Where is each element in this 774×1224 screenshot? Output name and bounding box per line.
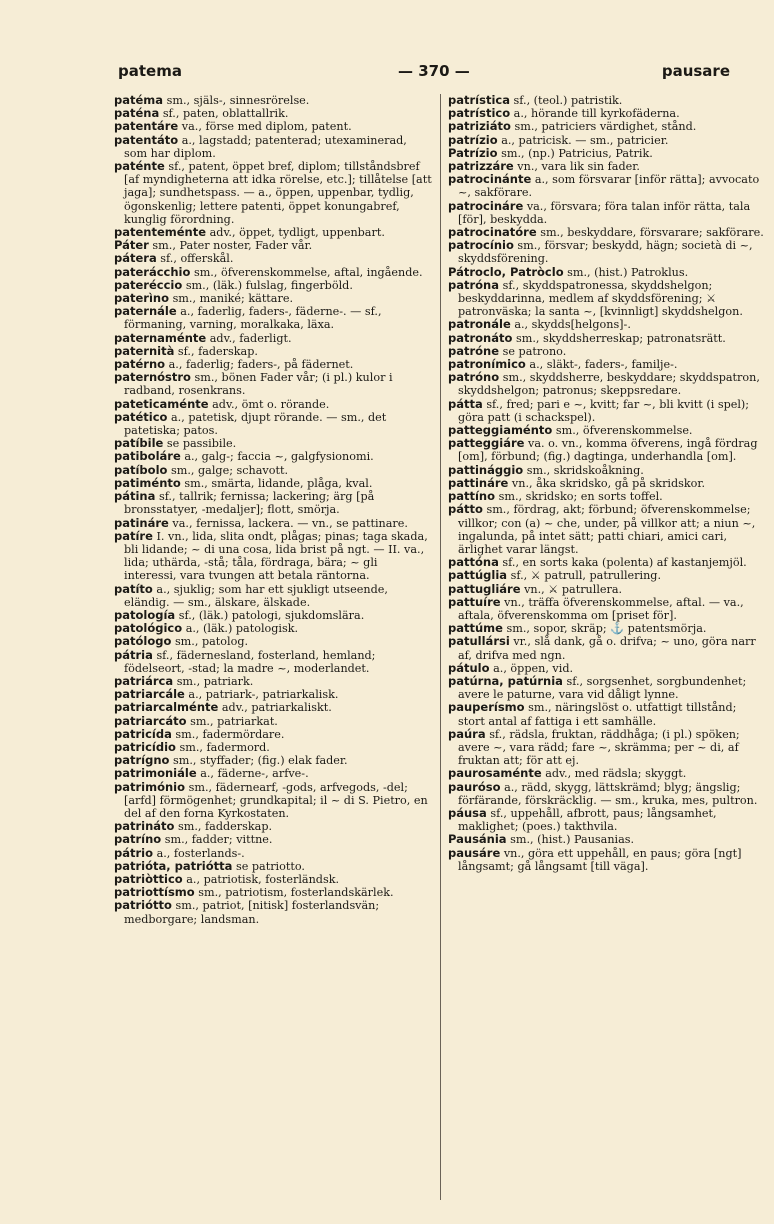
entry-definition: sm., skridsko; en sorts toffel. bbox=[498, 490, 663, 504]
entry-definition: a., patriark-, patriarkalisk. bbox=[188, 688, 339, 702]
dictionary-entry bbox=[114, 530, 432, 583]
entry-headword: patrocinánte bbox=[448, 172, 532, 187]
entry-headword: paterácchio bbox=[114, 264, 191, 279]
entry-headword: Páter bbox=[114, 238, 149, 253]
dictionary-entry bbox=[114, 134, 432, 160]
dictionary-entry bbox=[448, 728, 766, 768]
entry-headword: pátrio bbox=[114, 845, 154, 860]
entry-headword: patríno bbox=[114, 832, 162, 847]
entry-headword: patentáto bbox=[114, 132, 179, 147]
entry-definition: a., galg-; faccia ~, galgfysionomi. bbox=[184, 450, 374, 464]
entry-headword: patrióta, patriótta bbox=[114, 858, 233, 873]
entry-headword: patérno bbox=[114, 357, 166, 372]
entry-headword: patriottísmo bbox=[114, 885, 195, 900]
dictionary-entry bbox=[448, 477, 766, 490]
entry-headword: patíbolo bbox=[114, 462, 168, 477]
entry-definition: adv., öppet, tydligt, uppenbart. bbox=[209, 226, 385, 240]
entry-headword: patronímico bbox=[448, 357, 526, 372]
entry-headword: patológico bbox=[114, 621, 183, 636]
entry-definition: se patriotto. bbox=[235, 859, 305, 873]
left-column bbox=[114, 94, 432, 926]
entry-headword: patrízio bbox=[448, 132, 498, 147]
entry-headword: pátulo bbox=[448, 660, 490, 675]
entry-definition: sm., patriotism, fosterlandskärlek. bbox=[198, 886, 394, 900]
entry-definition: sm., fördrag, akt; förbund; öfverenskommelse; villkor; con (a) ~ che, under, på villkor att; a niun ~, ingalunda, på intet sätt; patti chiari, amici cari, ärlighet varar längst. bbox=[458, 503, 756, 556]
entry-definition: sm., öfverenskommelse, aftal, ingående. bbox=[193, 265, 423, 279]
entry-definition: sf., faderskap. bbox=[177, 344, 258, 358]
entry-definition: sf., rädsla, fruktan, räddhåga; (i pl.) spöken; avere ~, vara rädd; fare ~, skrämma; per ~ di, af fruktan att; för att ej. bbox=[458, 727, 740, 768]
entry-headword: pattugliáre bbox=[448, 581, 521, 596]
entry-definition: adv., med rädsla; skyggt. bbox=[545, 767, 687, 781]
page-number: — 370 — bbox=[398, 62, 470, 80]
dictionary-entry bbox=[114, 781, 432, 821]
entry-definition: a., patetisk, djupt rörande. — sm., det patetiska; patos. bbox=[124, 410, 387, 438]
entry-headword: patullársi bbox=[448, 634, 510, 649]
entry-definition: a., fäderne-, arfve-. bbox=[200, 767, 309, 781]
entry-definition: sm., (hist.) Pausanias. bbox=[510, 833, 635, 847]
entry-definition: se passibile. bbox=[166, 437, 237, 451]
entry-definition: a., öppen, vid. bbox=[493, 661, 574, 675]
entry-definition: sm., patriarkat. bbox=[190, 714, 278, 728]
entry-definition: sm., skridskoåkning. bbox=[526, 463, 644, 477]
entry-definition: sm., försvar; beskydd, hägn; società di ~, skyddsförening. bbox=[458, 239, 753, 266]
entry-headword: paternaménte bbox=[114, 330, 207, 345]
entry-headword: pauperísmo bbox=[448, 700, 525, 715]
entry-definition: sm., Pater noster, Fader vår. bbox=[152, 239, 313, 253]
dictionary-entry bbox=[448, 173, 766, 199]
entry-headword: pátto bbox=[448, 502, 483, 517]
dictionary-entry bbox=[448, 239, 766, 265]
entry-headword: patriarcalménte bbox=[114, 700, 219, 715]
entry-definition: sm., beskyddare, försvarare; sakförare. bbox=[540, 226, 764, 240]
entry-headword: patteggiáre bbox=[448, 436, 525, 451]
entry-definition: sf., offerskål. bbox=[160, 252, 234, 266]
entry-definition: sm., skyddsherreskap; patronatsrätt. bbox=[515, 331, 726, 345]
dictionary-entry bbox=[448, 437, 766, 463]
entry-definition: va. o. vn., komma öfverens, ingå fördrag [om], förbund; (fig.) dagtinga, underhandla [om]. bbox=[458, 437, 758, 464]
entry-definition: sf., uppehåll, afbrott, paus; långsamhet, maklighet; (poes.) takthvila. bbox=[458, 806, 717, 834]
entry-headword: paternità bbox=[114, 343, 175, 358]
entry-definition: a., lagstadd; patenterad; utexaminerad, som har diplom. bbox=[124, 133, 407, 160]
entry-headword: pattúglia bbox=[448, 568, 508, 583]
dictionary-entry bbox=[114, 239, 432, 252]
entry-headword: patriarcáto bbox=[114, 713, 187, 728]
entry-headword: pausáre bbox=[448, 845, 501, 860]
entry-definition: sf., (läk.) patologi, sjukdomslära. bbox=[178, 608, 365, 622]
column-divider bbox=[440, 94, 441, 1200]
entry-definition: a., fosterlands-. bbox=[156, 846, 245, 860]
entry-headword: pattóna bbox=[448, 555, 499, 570]
entry-headword: patriárca bbox=[114, 673, 174, 688]
entry-headword: patiménto bbox=[114, 475, 181, 490]
dictionary-entry bbox=[114, 226, 432, 239]
entry-headword: patiboláre bbox=[114, 449, 181, 464]
entry-definition: va., förse med diplom, patent. bbox=[181, 120, 352, 134]
dictionary-entry bbox=[448, 596, 766, 622]
entry-definition: vn., göra ett uppehåll, en paus; göra [ngt] långsamt; gå långsamt [till väga]. bbox=[458, 846, 742, 873]
entry-definition: sm., fadermord. bbox=[179, 740, 270, 754]
entry-headword: pattúme bbox=[448, 621, 503, 636]
entry-headword: patrocinatóre bbox=[448, 225, 537, 240]
entry-headword: Pátroclo, Patròclo bbox=[448, 264, 564, 279]
entry-headword: patrizzáre bbox=[448, 159, 514, 174]
entry-headword: pátera bbox=[114, 251, 157, 266]
entry-headword: paternále bbox=[114, 304, 177, 319]
entry-definition: sf., sorgsenhet, sorgbundenhet; avere le paturne, vara vid dåligt lynne. bbox=[458, 674, 747, 702]
dictionary-entry bbox=[114, 490, 432, 516]
entry-definition: a., hörande till kyrkofäderna. bbox=[513, 107, 680, 121]
dictionary-entry bbox=[448, 490, 766, 503]
entry-definition: sm., fädernearf, -gods, arfvegods, -del; [arfd] förmögenhet; grundkapital; il ~ di S. Pietro, en del af den forna Kyrkostaten. bbox=[124, 780, 428, 820]
dictionary-entry bbox=[114, 477, 432, 490]
entry-headword: paterìno bbox=[114, 291, 169, 306]
entry-headword: patróno bbox=[448, 370, 500, 385]
entry-headword: pauróso bbox=[448, 779, 501, 794]
entry-headword: paténte bbox=[114, 159, 165, 174]
entry-definition: sm., själs-, sinnesrörelse. bbox=[166, 94, 310, 107]
entry-headword: pateticaménte bbox=[114, 396, 209, 411]
entry-definition: a., som försvarar [inför rätta]; avvocato ~, sakförare. bbox=[458, 173, 760, 200]
dictionary-entry bbox=[114, 899, 432, 925]
entry-headword: patróne bbox=[448, 343, 500, 358]
right-guideword: pausare bbox=[661, 62, 730, 80]
entry-definition: a., släkt-, faders-, familje-. bbox=[529, 358, 678, 372]
entry-headword: patronále bbox=[448, 317, 511, 332]
page-header bbox=[118, 62, 730, 84]
entry-headword: patrináto bbox=[114, 819, 175, 834]
left-guideword: patema bbox=[118, 62, 182, 80]
dictionary-entry bbox=[448, 371, 766, 397]
entry-definition: sf., fred; pari e ~, kvitt; far ~, bli kvitt (i spel); göra patt (i schackspel). bbox=[458, 397, 750, 424]
entry-definition: sm., (np.) Patricius, Patrik. bbox=[501, 146, 653, 160]
entry-headword: patriziáto bbox=[448, 119, 511, 134]
entry-definition: sm., sopor, skräp; ⚓ patentsmörja. bbox=[506, 622, 707, 636]
dictionary-entry bbox=[448, 200, 766, 226]
entry-headword: patíre bbox=[114, 528, 153, 543]
entry-definition: va., fernissa, lackera. — vn., se pattinare. bbox=[172, 516, 408, 530]
entry-headword: Patrízio bbox=[448, 145, 498, 160]
entry-definition: vn., träffa öfverenskommelse, aftal. — va., aftala, öfverenskomma om [priset för]. bbox=[458, 595, 744, 622]
entry-definition: a., sjuklig; som har ett sjukligt utseende, eländig. — sm., älskare, älskade. bbox=[124, 582, 388, 609]
entry-definition: a., patricisk. — sm., patricier. bbox=[501, 133, 669, 147]
entry-definition: sf., tallrik; fernissa; lackering; ärg [på bronsstatyer, -medaljer]; flott, smörja. bbox=[124, 490, 375, 517]
entry-headword: pátria bbox=[114, 647, 153, 662]
entry-definition: sm., (läk.) fulslag, fingerböld. bbox=[185, 278, 353, 292]
entry-headword: patrística bbox=[448, 93, 510, 107]
dictionary-entry bbox=[448, 635, 766, 661]
entry-definition: sm., patriark. bbox=[176, 674, 254, 688]
entry-definition: sm., maniké; kättare. bbox=[172, 292, 294, 306]
entry-definition: vn., ⚔ patrullera. bbox=[524, 582, 623, 596]
dictionary-entry bbox=[114, 649, 432, 675]
dictionary-entry bbox=[114, 160, 432, 226]
dictionary-entry bbox=[448, 503, 766, 556]
dictionary-entry bbox=[448, 279, 766, 319]
entry-definition: a., rädd, skygg, lättskrämd; blyg; ängslig; förfärande, förskräcklig. — sm., kruka, mes, pultron. bbox=[458, 780, 758, 807]
dictionary-entry bbox=[114, 833, 432, 846]
dictionary-entry bbox=[448, 398, 766, 424]
entry-headword: páusa bbox=[448, 805, 487, 820]
entry-headword: pattináre bbox=[448, 475, 509, 490]
dictionary-entry bbox=[114, 411, 432, 437]
entry-definition: sm., fadder; vittne. bbox=[164, 833, 273, 847]
entry-headword: paurosaménte bbox=[448, 766, 542, 781]
entry-headword: patronáto bbox=[448, 330, 513, 345]
dictionary-entry bbox=[114, 583, 432, 609]
dictionary-entry bbox=[448, 675, 766, 701]
dictionary-entry bbox=[114, 635, 432, 648]
entry-headword: patúrna, patúrnia bbox=[448, 673, 563, 688]
entry-headword: patenteménte bbox=[114, 225, 207, 240]
entry-definition: sf., paten, oblattallrik. bbox=[162, 107, 289, 121]
entry-headword: patteggiaménto bbox=[448, 423, 553, 438]
entry-definition: vr., slå dank, gå o. drifva; ~ uno, göra narr af, drifva med ngn. bbox=[458, 635, 756, 662]
entry-definition: va., försvara; föra talan inför rätta, tala [för], beskydda. bbox=[458, 199, 751, 226]
entry-definition: sm., smärta, lidande, plåga, kval. bbox=[184, 476, 373, 490]
entry-headword: patriòttico bbox=[114, 871, 183, 886]
entry-headword: Pausánia bbox=[448, 832, 507, 847]
entry-headword: pateréccio bbox=[114, 277, 183, 292]
entry-definition: sf., skyddspatronessa, skyddshelgon; beskyddarinna, medlem af skyddsförening; ⚔ patronväska; la santa ~, [kvinnligt] skyddshelgon. bbox=[458, 278, 743, 319]
entry-headword: patricídio bbox=[114, 739, 176, 754]
entry-definition: adv., faderligt. bbox=[209, 331, 292, 345]
entry-definition: adv., patriarkaliskt. bbox=[221, 701, 332, 715]
entry-headword: patología bbox=[114, 607, 176, 622]
dictionary-entry bbox=[114, 517, 432, 530]
entry-headword: patíbile bbox=[114, 436, 164, 451]
entry-headword: paténa bbox=[114, 106, 160, 121]
entry-headword: patrimoniále bbox=[114, 766, 197, 781]
dictionary-entry bbox=[114, 94, 432, 107]
entry-headword: patético bbox=[114, 409, 168, 424]
dictionary-entry bbox=[114, 371, 432, 397]
entry-definition: a., skydds[helgons]-. bbox=[514, 318, 631, 332]
entry-definition: sm., bönen Fader vår; (i pl.) kulor i radband, rosenkrans. bbox=[124, 371, 393, 398]
dictionary-entry bbox=[448, 807, 766, 833]
entry-headword: patróna bbox=[448, 277, 500, 292]
entry-headword: patentáre bbox=[114, 119, 179, 134]
entry-headword: patricída bbox=[114, 726, 172, 741]
entry-definition: sm., patriciers värdighet, stånd. bbox=[514, 120, 697, 134]
entry-definition: a., (läk.) patologisk. bbox=[185, 622, 299, 636]
entry-headword: patéma bbox=[114, 93, 164, 107]
entry-definition: sm., fadderskap. bbox=[178, 820, 273, 834]
entry-headword: patíto bbox=[114, 581, 153, 596]
entry-headword: patrocináre bbox=[448, 198, 524, 213]
dictionary-entry bbox=[114, 305, 432, 331]
entry-definition: sm., fadermördare. bbox=[175, 727, 285, 741]
entry-definition: sm., öfverenskommelse. bbox=[555, 424, 693, 438]
entry-headword: pátta bbox=[448, 396, 483, 411]
entry-headword: pattinággio bbox=[448, 462, 524, 477]
entry-definition: sf., (teol.) patristik. bbox=[513, 94, 623, 107]
entry-definition: sf., patent, öppet bref, diplom; tillståndsbref [af myndigheterna att idka rörelse, etc.]; tillåtelse [att jaga]; sundhetspass. — a., öppen, uppenbar, tydlig, ögonskenlig; lettere patenti, öppet konungabref, kunglig förordning. bbox=[124, 160, 432, 226]
dictionary-entry bbox=[114, 820, 432, 833]
entry-definition: sm., patolog. bbox=[174, 635, 249, 649]
entry-definition: sm., patriot, [nitisk] fosterlandsvän; medborgare; landsman. bbox=[124, 899, 380, 926]
entry-definition: sf., en sorts kaka (polenta) af kastanjemjöl. bbox=[502, 556, 747, 570]
entry-definition: adv., ömt o. rörande. bbox=[212, 397, 330, 411]
entry-definition: sm., styffader; (fig.) elak fader. bbox=[173, 754, 348, 768]
entry-definition: a., faderlig; faders-, på fädernet. bbox=[168, 358, 354, 372]
entry-headword: pattíno bbox=[448, 489, 496, 504]
entry-headword: património bbox=[114, 779, 186, 794]
entry-definition: sm., galge; schavott. bbox=[170, 463, 289, 477]
entry-definition: sm., skyddsherre, beskyddare; skyddspatron, skyddshelgon; patronus; skeppsredare. bbox=[458, 371, 760, 398]
dictionary-entry bbox=[448, 781, 766, 807]
entry-headword: patrígno bbox=[114, 753, 170, 768]
entry-definition: vn., åka skridsko, gå på skridskor. bbox=[511, 476, 706, 490]
entry-headword: pátina bbox=[114, 489, 156, 504]
right-column bbox=[448, 94, 766, 873]
entry-definition: se patrono. bbox=[502, 344, 567, 358]
entry-headword: patináre bbox=[114, 515, 169, 530]
entry-headword: patriótto bbox=[114, 898, 172, 913]
entry-definition: sf., fädernesland, fosterland, hemland; födelseort, -stad; la madre ~, moderlandet. bbox=[124, 648, 376, 675]
entry-definition: sf., ⚔ patrull, patrullering. bbox=[510, 569, 662, 583]
entry-headword: paúra bbox=[448, 726, 486, 741]
entry-headword: patriarcále bbox=[114, 687, 185, 702]
dictionary-entry bbox=[448, 701, 766, 727]
dictionary-entry bbox=[448, 847, 766, 873]
entry-definition: sm., (hist.) Patroklus. bbox=[567, 265, 689, 279]
entry-definition: I. vn., lida, slita ondt, plågas; pinas; taga skada, bli lidande; ~ di una cosa, lida brist på ngt. — II. va., lida; uthärda, -stå; tåla, fördraga, bära; ~ gli interessi, vara tvungen att betala räntorna. bbox=[124, 529, 428, 583]
entry-definition: a., patriotisk, fosterländsk. bbox=[186, 872, 340, 886]
entry-headword: patrístico bbox=[448, 106, 511, 121]
entry-definition: vn., vara lik sin fader. bbox=[517, 160, 640, 174]
entry-definition: sm., näringslöst o. utfattigt tillstånd; stort antal af fattiga i ett samhälle. bbox=[458, 701, 737, 728]
entry-definition: a., faderlig, faders-, fäderne-. — sf., förmaning, varning, moralkaka, läxa. bbox=[124, 305, 382, 332]
entry-headword: patólogo bbox=[114, 634, 172, 649]
entry-headword: patrocínio bbox=[448, 238, 514, 253]
entry-headword: pattuíre bbox=[448, 594, 501, 609]
entry-headword: paternóstro bbox=[114, 370, 191, 385]
